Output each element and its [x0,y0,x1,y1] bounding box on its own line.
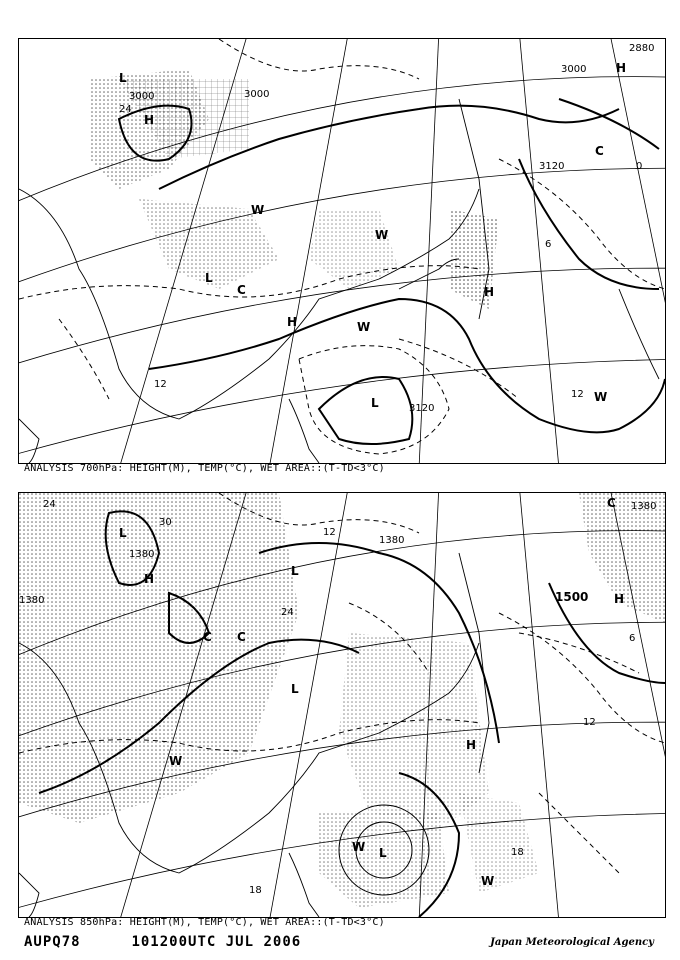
temperature-label: 24 [281,607,294,618]
cold-symbol: C [203,630,212,644]
high-pressure-symbol: H [287,315,298,329]
temperature-label: 12 [583,717,596,728]
temperature-label: 30 [159,517,172,528]
high-pressure-symbol: H [144,572,155,586]
coastline [289,399,319,463]
temperature-label: 24 [43,499,56,510]
height-label: 3000 [561,64,587,75]
height-label: 1500 [555,590,589,604]
isotherm [219,39,419,79]
map-700hpa [19,39,665,463]
chart-700hpa [18,38,666,464]
cold-symbol: C [237,283,246,297]
height-label: 1380 [19,595,45,606]
high-pressure-symbol: H [466,738,477,752]
temperature-label: 12 [323,527,336,538]
high-pressure-symbol: H [484,285,495,299]
height-label: 1380 [129,549,155,560]
caption-700hpa: ANALYSIS 700hPa: HEIGHT(M), TEMP(°C), WET AREA::(T-TD<3°C) [24,463,385,474]
height-contour [559,99,659,149]
high-pressure-symbol: H [144,113,155,127]
wet-area [19,493,299,823]
isotherm [519,633,639,673]
warm-symbol: W [594,390,608,404]
latitude-line [19,359,665,459]
low-pressure-symbol: L [205,271,213,285]
product-id: AUPQ78 [24,934,81,950]
low-pressure-symbol: L [291,564,299,578]
warm-symbol: W [375,228,389,242]
coastline [619,289,659,379]
product-identifier [24,934,301,950]
temperature-label: 18 [249,885,262,896]
height-label: 3120 [409,403,435,414]
temperature-label: 12 [571,389,584,400]
low-pressure-symbol: L [379,846,387,860]
valid-time: 101200UTC JUL 2006 [131,934,302,950]
warm-symbol: W [357,320,371,334]
temperature-label: 18 [511,847,524,858]
height-contour [149,299,665,432]
cold-symbol: C [607,496,616,510]
isotherm [59,319,109,399]
chart-850hpa [18,492,666,918]
low-pressure-symbol: L [119,71,127,85]
warm-symbol: W [251,203,265,217]
meridian-line [419,39,439,463]
height-label: 3000 [129,91,155,102]
high-pressure-symbol: H [616,61,627,75]
coastline [289,853,319,917]
height-label: 3000 [244,89,270,100]
cold-symbol: C [595,144,604,158]
low-pressure-symbol: L [371,396,379,410]
wet-area [319,813,449,908]
low-pressure-symbol: L [119,526,127,540]
height-label: 1380 [631,501,657,512]
agency-credit: Japan Meteorological Agency [490,937,654,948]
height-label: 1380 [379,535,405,546]
warm-symbol: W [169,754,183,768]
coastline [19,419,39,463]
caption-850hpa: ANALYSIS 850hPa: HEIGHT(M), TEMP(°C), WET AREA::(T-TD<3°C) [24,917,385,928]
warm-symbol: W [352,840,366,854]
coastline [19,873,39,917]
map-850hpa [19,493,665,917]
temperature-label: 6 [629,633,636,644]
temperature-label: 24 [119,104,132,115]
meridian-line [609,39,665,369]
height-label: 2880 [629,43,655,54]
temperature-label: 0 [636,161,643,172]
warm-symbol: W [481,874,495,888]
wet-area [459,793,539,893]
low-pressure-symbol: L [291,682,299,696]
temperature-label: 6 [545,239,552,250]
temperature-label: 12 [154,379,167,390]
wet-area [309,209,399,289]
meridian-line [519,39,559,463]
high-pressure-symbol: H [614,592,625,606]
cold-symbol: C [237,630,246,644]
height-label: 3120 [539,161,565,172]
